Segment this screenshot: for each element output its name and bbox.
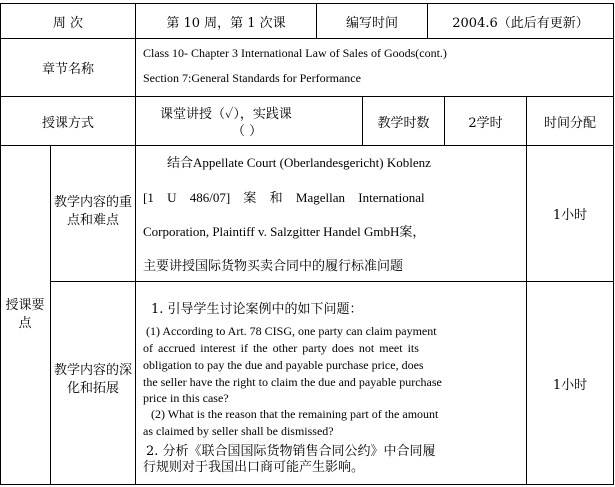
- time-allocation-label: 时间分配: [543, 115, 596, 131]
- question-1-line: of accrued interest if the other party does not meet its: [143, 341, 419, 355]
- focus-content-line: Corporation, Plaintiff v. Salzgitter Handel GmbH案，: [143, 224, 426, 239]
- analysis-line: 行规则对于我国出口商可能产生影响。: [143, 460, 365, 475]
- week-label: 周 次: [52, 15, 84, 31]
- chapter-label: 章节名称: [41, 62, 94, 77]
- hours-value: 2学时: [468, 115, 503, 131]
- grid-line: [0, 484, 614, 485]
- question-1-line: the seller have the right to claim the due and payable purchase: [143, 375, 442, 389]
- question-1-line: (1) According to Art. 78 CISG, one party can claim payment: [146, 324, 437, 338]
- compile-time-label: 编写时间: [345, 15, 398, 31]
- question-2-line: as claimed by seller shall be dismissed?: [143, 424, 334, 438]
- question-2-line: (2) What is the reason that the remaining part of the amount: [151, 407, 439, 421]
- chapter-title-line2: Section 7:General Standards for Performance: [143, 71, 361, 85]
- compile-time-value: 2004.6（此后有更新）: [452, 15, 589, 31]
- grid-line: [613, 3, 614, 485]
- grid-line: [50, 145, 51, 485]
- lecture-method-line2: （ ）: [232, 124, 263, 139]
- week-value: 第 10 周，第 1 次课: [166, 15, 286, 31]
- deepening-extension-label: 教学内容的深化和拓展: [54, 363, 133, 396]
- lecture-method-line1: 课堂讲授（✓），实践课: [160, 107, 292, 122]
- focus-content-line: 主要讲授国际货物买卖合同中的履行标准问题: [143, 259, 404, 274]
- grid-line: [135, 3, 136, 485]
- focus-difficulty-label: 教学内容的重点和难点: [54, 195, 133, 228]
- question-1-line: obligation to pay the due and payable purchase price, does: [143, 358, 424, 372]
- question-1-line: price in this case?: [143, 391, 229, 405]
- deepening-time: 1小时: [552, 377, 588, 393]
- key-points-group-label: 授课要点: [5, 298, 45, 331]
- hours-label: 教学时数: [377, 115, 430, 131]
- analysis-line: 2. 分析《联合国国际货物销售合同公约》中合同履: [146, 444, 436, 459]
- chapter-title-line1: Class 10- Chapter 3 International Law of Sales of Goods(cont.): [143, 46, 447, 60]
- discussion-intro: 1. 引导学生讨论案例中的如下问题：: [151, 302, 363, 317]
- focus-content-line: [1 U 486/07] 案 和 Magellan International: [143, 190, 425, 205]
- method-label: 授课方式: [41, 115, 94, 131]
- grid-line: [0, 145, 614, 146]
- focus-content-line: [143, 187, 519, 206]
- focus-content-line: 结合Appellate Court (Oberlandesgericht) Koblenz: [167, 155, 431, 170]
- focus-time: 1小时: [552, 208, 588, 223]
